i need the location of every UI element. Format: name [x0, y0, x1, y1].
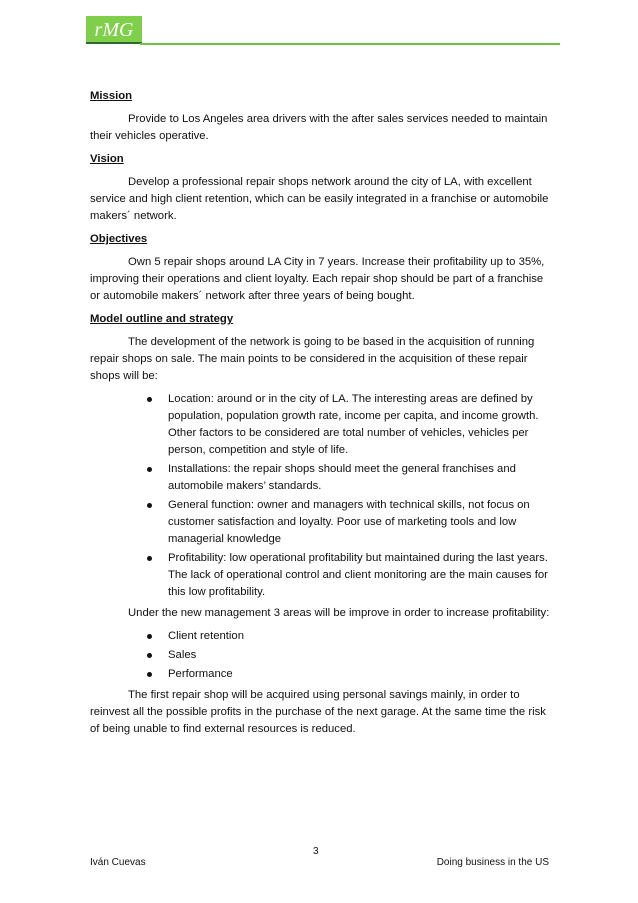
model-intro: The development of the network is going to be based in the acquisition of running repair shops on sale. The main points to be considered in the acquisition of these repair shops will be:: [90, 336, 535, 382]
bullet-icon: [147, 467, 152, 472]
list-item: [168, 550, 550, 601]
model-heading: Model outline and strategy: [90, 313, 234, 325]
bullet-icon: [147, 653, 152, 658]
point-text: General function: owner and managers with technical skills, not focus on customer satisfaction and loyalty. Poor use of marketing tools and low managerial knowledge: [168, 499, 530, 545]
page-number: 3: [313, 846, 319, 857]
mission-heading: Mission: [90, 90, 133, 102]
improvement-areas-list: [90, 628, 550, 683]
bullet-icon: [147, 397, 152, 402]
vision-heading: Vision: [90, 153, 124, 165]
mission-text: Provide to Los Angeles area drivers with the after sales services needed to maintain their vehicles operative.: [90, 113, 548, 142]
objectives-text: Own 5 repair shops around LA City in 7 years. Increase their profitability up to 35%, improving their operations and client loyalty. Each repair shop should be part of a franchise or automobile makers´ network after three years of being bought.: [90, 256, 545, 302]
area-text: Client retention: [168, 630, 244, 642]
list-item: [168, 391, 550, 459]
list-item: [168, 647, 550, 664]
header-rule: [140, 43, 560, 45]
point-text: Location: around or in the city of LA. The interesting areas are defined by population, population growth rate, income per capita, and income growth. Other factors to be considered are total number of vehicles, vehicles per person, competition and style of life.: [168, 393, 539, 456]
list-item: [168, 461, 550, 495]
bullet-icon: [147, 503, 152, 508]
acquisition-points-list: [90, 391, 550, 601]
svg-text:rMG: rMG: [94, 19, 134, 41]
footer-author: Iván Cuevas: [90, 857, 146, 868]
point-text: Profitability: low operational profitability but maintained during the last years. The lack of operational control and client monitoring are the main causes for this low profitability.: [168, 552, 548, 598]
bullet-icon: [147, 672, 152, 677]
objectives-heading: Objectives: [90, 233, 148, 245]
closing-text: The first repair shop will be acquired using personal savings mainly, in order to reinvest all the possible profits in the purchase of the next garage. At the same time the risk of being unable to find external resources is reduced.: [90, 689, 546, 735]
list-item: [168, 666, 550, 683]
bullet-icon: [147, 634, 152, 639]
area-text: Sales: [168, 649, 197, 661]
point-text: Installations: the repair shops should meet the general franchises and automobile makers’ standards.: [168, 463, 516, 492]
list-item: [168, 497, 550, 548]
page-body: [90, 88, 550, 744]
vision-text: Develop a professional repair shops network around the city of LA, with excellent service and high client retention, which can be easily integrated in a franchise or automobile makers´ network.: [90, 176, 549, 222]
area-text: Performance: [168, 668, 233, 680]
rmg-logo-icon: [86, 12, 142, 48]
bullet-icon: [147, 556, 152, 561]
footer-title: Doing business in the US: [436, 857, 549, 868]
page-header: [80, 10, 560, 50]
areas-intro: Under the new management 3 areas will be improve in order to increase profitability:: [128, 607, 550, 619]
list-item: [168, 628, 550, 645]
